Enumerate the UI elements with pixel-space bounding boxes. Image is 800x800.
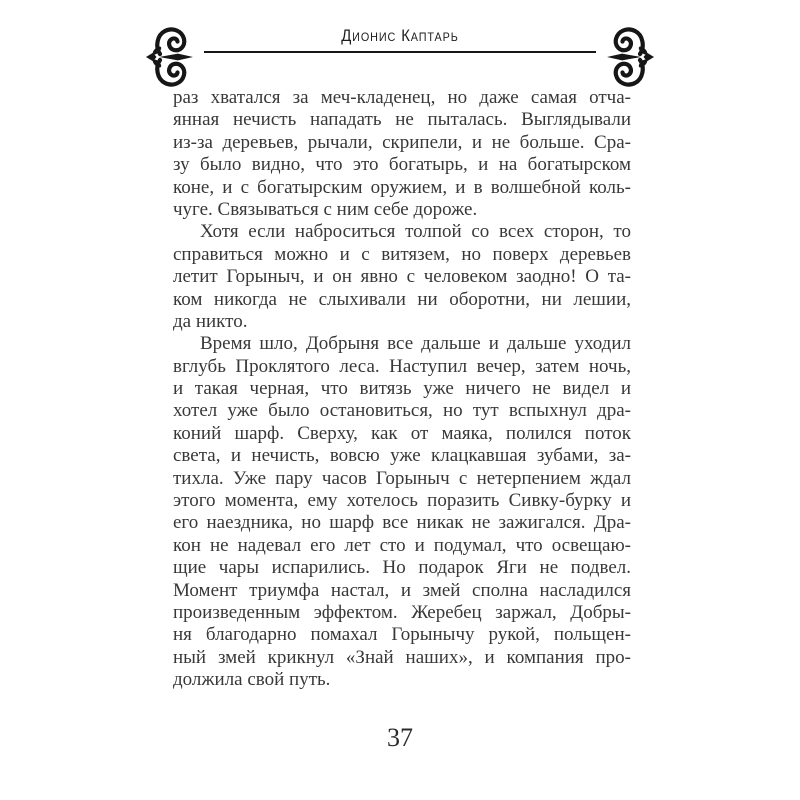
text-line: кон не надевал его лет сто и подумал, что освещаю- <box>173 534 631 556</box>
text-line: должила свой путь. <box>173 669 331 691</box>
text-line: раз хватался за меч-кладенец, но даже самая отча- <box>173 87 631 108</box>
text-line: щие чары испарились. Но подарок Яги не подвел. <box>173 557 631 579</box>
text-line: коний шарф. Сверху, как от маяка, полился поток <box>173 422 631 444</box>
text-line: этого момента, ему хотелось поразить Сивку-бурку и <box>173 490 631 512</box>
text-line: его наездника, но шарф все никак не зажигался. Дра- <box>173 512 631 534</box>
text-line: ком никогда не слыхивали ни оборотни, ни лешии, <box>173 288 631 310</box>
body-text-block <box>173 87 631 692</box>
text-line: Время шло, Добрыня все дальше и дальше уходил <box>200 333 631 355</box>
text-line: Момент триумфа настал, и змей сполна насладился <box>173 579 631 601</box>
fleuron-swirl-icon <box>146 25 196 89</box>
text-line: и такая черная, что витязь уже ничего не видел и <box>173 378 631 400</box>
text-line: летит Горыныч, и он явно с человеком заодно! О та- <box>173 266 631 288</box>
running-head-author: Дионис Каптарь <box>341 27 459 45</box>
text-line: вглубь Проклятого леса. Наступил вечер, затем ночь, <box>173 355 631 377</box>
text-line: Хотя если наброситься толпой со всех сторон, то <box>200 221 631 243</box>
text-line: хотел уже было остановиться, но тут вспыхнул дра- <box>173 400 631 422</box>
text-line: чуге. Связываться с ним себе дороже. <box>173 198 478 220</box>
header-divider-rule <box>204 51 596 53</box>
text-line: коне, и с богатырским оружием, и в волшебной коль- <box>173 176 631 198</box>
page-number: 37 <box>387 723 413 752</box>
text-line: из-за деревьев, рычали, скрипели, и не больше. Сра- <box>173 131 631 153</box>
fleuron-swirl-icon-mirrored <box>604 25 654 89</box>
text-line: справиться можно и с витязем, но поверх деревьев <box>173 243 631 265</box>
text-line: ня благодарно помахал Горынычу рукой, польщен- <box>173 624 631 646</box>
text-line: произведенным эффектом. Жеребец заржал, Добры- <box>173 601 631 623</box>
paragraph <box>173 333 631 691</box>
text-line: янная нечисть нападать не пыталась. Выглядывали <box>173 109 631 131</box>
paragraph <box>173 87 631 221</box>
text-line: зу было видно, что это богатырь, и на богатырском <box>173 154 631 176</box>
text-line: да никто. <box>173 310 248 332</box>
paragraph <box>173 221 631 333</box>
text-line: тихла. Уже пару часов Горыныч с нетерпением ждал <box>173 467 631 489</box>
text-line: ный змей крикнул «Знай наших», и компания про- <box>173 646 631 668</box>
text-line: света, и нечисть, вовсю уже клацкавшая зубами, за- <box>173 445 631 467</box>
